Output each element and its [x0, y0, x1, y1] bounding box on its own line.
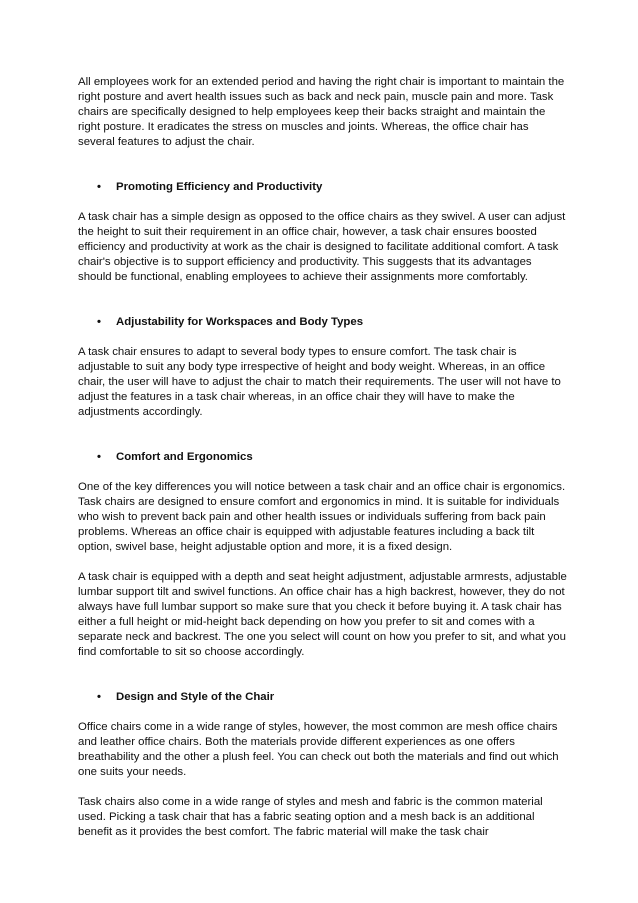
- heading-text: Design and Style of the Chair: [116, 691, 275, 703]
- paragraph: Task chairs also come in a wide range of styles and mesh and fabric is the common material used. Picking a task chair that has a fabric seating option and a mesh back is an additional benefit as it provides the best comfort. The fabric material will make the task chair: [78, 796, 543, 838]
- heading-text: Adjustability for Workspaces and Body Types: [116, 316, 364, 328]
- section-heading-design: [78, 690, 568, 705]
- section-heading-adjustability: [78, 315, 568, 330]
- bullet-icon: •: [97, 181, 101, 193]
- intro-paragraph: All employees work for an extended period and having the right chair is important to maintain the right posture and avert health issues such as back and neck pain, muscle pain and more. Task chairs are specifically designed to help employees keep their backs straight and maintain the right posture. It eradicates the stress on muscles and joints. Whereas, the office chair has several features to adjust the chair.: [78, 76, 565, 148]
- paragraph: A task chair is equipped with a depth and seat height adjustment, adjustable armrests, adjustable lumbar support tilt and swivel functions. An office chair has a high backrest, however, they do not always have full lumbar support so make sure that you check it before buying it. A task chair has either a full height or mid-height back depending on how you prefer to sit and comes with a separate neck and backrest. The one you select will count on how you prefer to sit, and what you find comfortable to sit so choose accordingly.: [78, 571, 567, 658]
- heading-text: Comfort and Ergonomics: [116, 451, 253, 463]
- heading-text: Promoting Efficiency and Productivity: [116, 181, 323, 193]
- paragraph: One of the key differences you will notice between a task chair and an office chair is ergonomics. Task chairs are designed to ensure comfort and ergonomics in mind. It is suitable for individuals who wish to prevent back pain and other health issues or individuals suffering from back pain problems. Whereas an office chair is equipped with adjustable features including a back tilt option, swivel base, height adjustable option and more, it is a fixed design.: [78, 481, 566, 553]
- bullet-icon: •: [97, 691, 101, 703]
- paragraph: A task chair ensures to adapt to several body types to ensure comfort. The task chair is adjustable to suit any body type irrespective of height and body weight. Whereas, in an office chair, the user will have to adjust the chair to match their requirements. The user will not have to adjust the features in a task chair whereas, in an office chair they will have to make the adjustments accordingly.: [78, 346, 561, 418]
- section-heading-comfort: [78, 450, 568, 465]
- bullet-icon: •: [97, 451, 101, 463]
- document-page: [78, 75, 568, 855]
- paragraph: A task chair has a simple design as opposed to the office chairs as they swivel. A user can adjust the height to suit their requirement in an office chair, however, a task chair ensures boosted efficiency and productivity at work as the chair is designed to facilitate additional comfort. A task chair's objective is to support efficiency and productivity. This suggests that its advantages should be functional, enabling employees to achieve their assignments more comfortably.: [78, 211, 566, 283]
- section-heading-efficiency: [78, 180, 568, 195]
- bullet-icon: •: [97, 316, 101, 328]
- paragraph: Office chairs come in a wide range of styles, however, the most common are mesh office chairs and leather office chairs. Both the materials provide different experiences as one offers breathability and the other a plush feel. You can check out both the materials and find out which one suits your needs.: [78, 721, 559, 778]
